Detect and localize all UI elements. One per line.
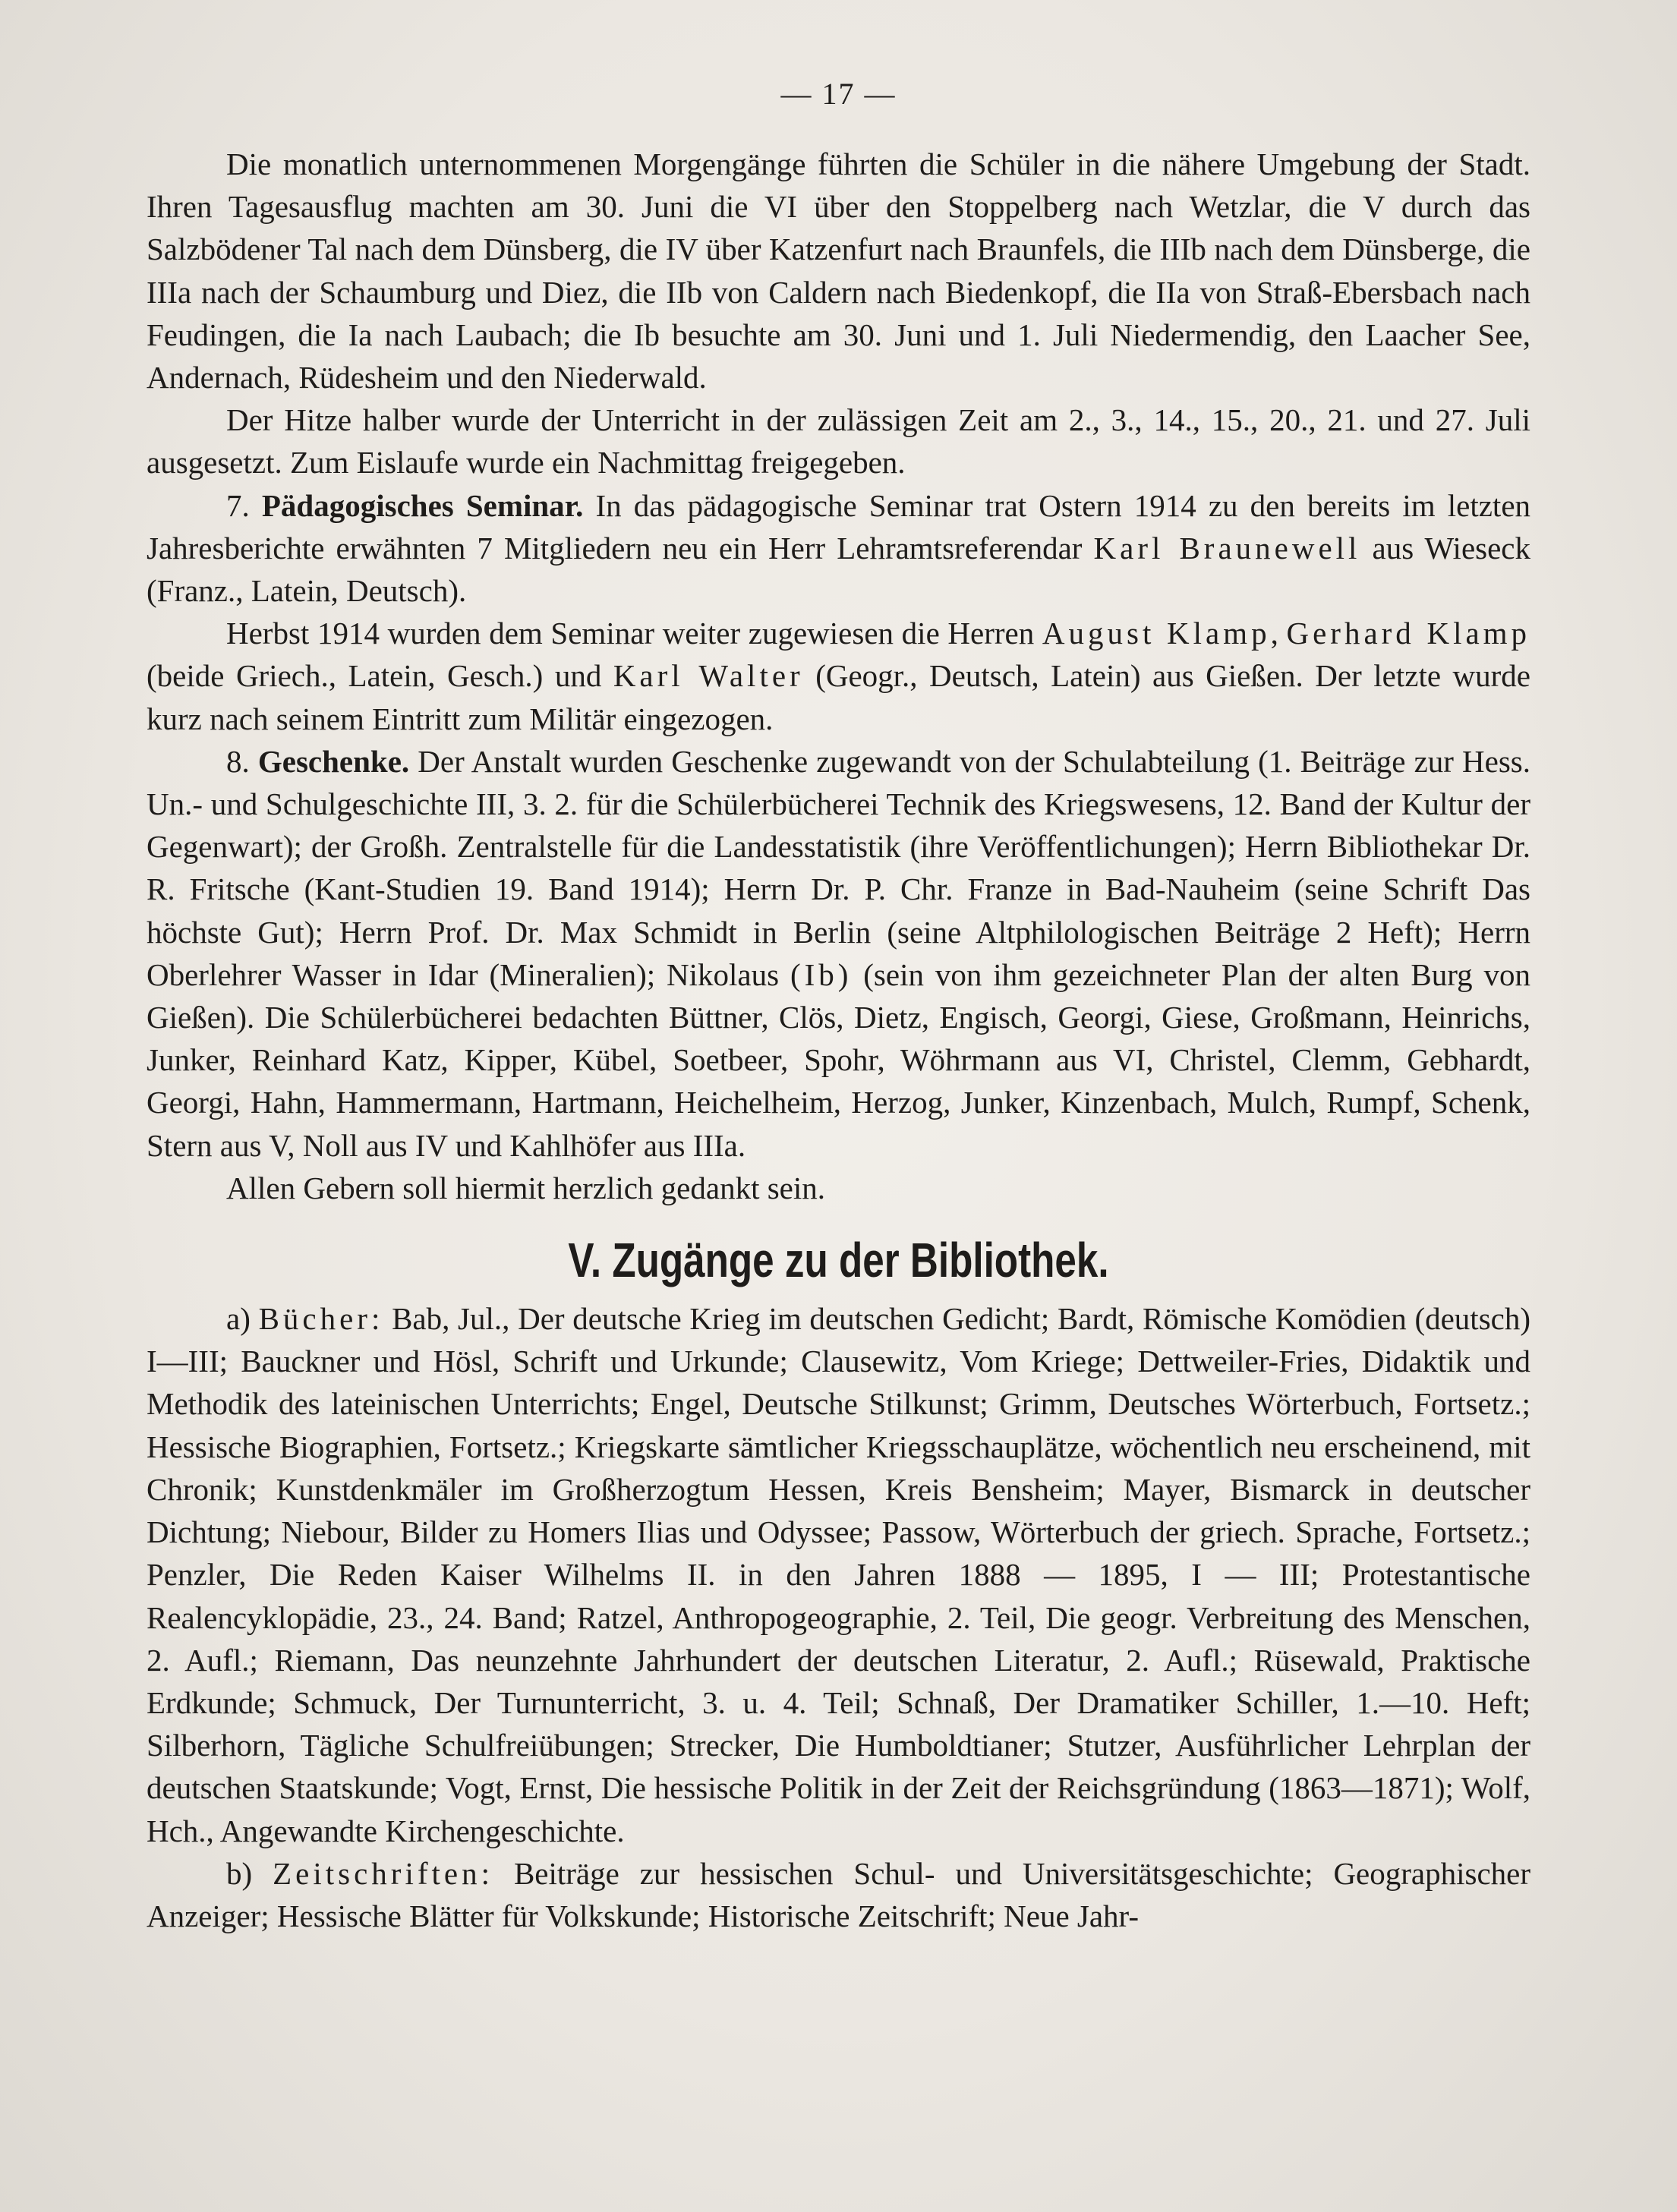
paragraph-text: In das pädagogische Seminar trat Ostern 1914 zu den bereits im letzten Jahresberichte erwähnten 7 Mitgliedern neu ein Herr Lehramtsreferendar xyxy=(147,487,1531,566)
list-label: Bücher: xyxy=(258,1301,384,1337)
paragraph-text: Bab, Jul., Der deutsche Krieg im deutschen Gedicht; Bardt, Römische Komödien (deutsch) I—III; Bauckner und Hösl, Schrift und Urkunde; Clausewitz, Vom Kriege; Dettweiler-Fries, Didaktik und Methodik des lateinischen Unterrichts; Engel, Deutsche Stilkunst; Grimm, Deutsches Wörterbuch, Fortsetz.; Hessische Biographien, Fortsetz.; Kriegskarte sämtlicher Kriegsschauplätze, wöchentlich neu erscheinend, mit Chronik; Kunstdenkmäler im Großherzogtum Hessen, Kreis Bensheim; Mayer, Bismarck in deutscher Dichtung; Niebour, Bilder zu Homers Ilias und Odyssee; Passow, Wörterbuch der griech. Sprache, Fortsetz.; Penzler, Die Reden Kaiser Wilhelms II. in den Jahren 1888 — 1895, I — III; Protestantische Realencyklopädie, 23., 24. Band; Ratzel, Anthropogeographie, 2. Teil, Die geogr. Verbreitung des Menschen, 2. Aufl.; Riemann, Das neunzehnte Jahrhundert der deutschen Literatur, 2. Aufl.; Rüsewald, Praktische Erdkunde; Schmuck, Der Turnunterricht, 3. u. 4. Teil; Schnaß, Der Dramatiker Schiller, 1.—10. Heft; Silberhorn, Tägliche Schulfreiübungen; Strecker, Die Humboldtianer; Stutzer, Ausführlicher Lehrplan der deutschen Staatskunde; Vogt, Ernst, Die hessische Politik in der Zeit der Reichsgründung (1863—1871); Wolf, Hch., Angewandte Kirchengeschichte. xyxy=(147,1301,1531,1848)
list-prefix: b) xyxy=(226,1855,253,1891)
page-number: — 17 — xyxy=(780,77,897,111)
person-name: Gerhard Klamp xyxy=(1286,616,1531,651)
paragraph-text: Der Anstalt wurden Geschenke zugewandt von der Schulabteilung (1. Beiträge zur Hess. Un.- und Schulgeschichte III, 3. 2. für die Schülerbücherei Technik des Kriegswesens, 12. Band der Kultur der Gegenwart); der Großh. Zentralstelle für die Landesstatistik (ihre Veröffentlichungen); Herrn Bibliothekar Dr. R. Fritsche (Kant-Studien 19. Band 1914); Herrn Dr. P. Chr. Franze in Bad-Nauheim (seine Schrift Das höchste Gut); Herrn Prof. Dr. Max Schmidt in Berlin (seine Altphilologischen Beiträge 2 Heft); Herrn Oberlehrer Wasser in Idar (Mineralien); Nikolaus xyxy=(147,743,1531,992)
item-number: 7. xyxy=(226,487,250,523)
paragraph-text: Herbst 1914 wurden dem Seminar weiter zugewiesen die Herren xyxy=(226,616,1035,651)
person-name: August Klamp xyxy=(1042,616,1271,651)
paragraph-books xyxy=(147,1297,1530,1852)
paragraph-text: (sein von ihm gezeichneter Plan der alten Burg von Gießen). Die Schülerbücherei bedachten Büttner, Clös, Dietz, Engisch, Georgi, Giese, Großmann, Heinrichs, Junker, Reinhard Katz, Kipper, Kübel, Soetbeer, Spohr, Wöhrmann aus VI, Christel, Clemm, Gebhardt, Georgi, Hahn, Hammermann, Hartmann, Heichelheim, Herzog, Junker, Kinzenbach, Mulch, Rumpf, Schenk, Stern aus V, Noll aus IV und Kahlhöfer aus IIIa. xyxy=(147,956,1531,1163)
paragraph-gifts xyxy=(147,740,1530,1167)
person-name: Karl Braunewell xyxy=(1093,530,1361,566)
paragraph-thanks: Allen Gebern soll hiermit herzlich gedankt sein. xyxy=(226,1170,826,1205)
section-heading-seminar: Pädagogisches Seminar. xyxy=(261,487,584,523)
section-heading-gifts: Geschenke. xyxy=(257,743,410,779)
paragraph-text: (Geogr., Deutsch, Latein) aus Gießen. Der letzte wurde kurz nach seinem Eintritt zum Militär eingezogen. xyxy=(147,658,1530,736)
paragraph-text: Beiträge zur hessischen Schul- und Universitätsgeschichte; Geographischer Anzeiger; Hessische Blätter für Volkskunde; Historische Zeitschrift; Neue Jahr- xyxy=(147,1855,1530,1933)
paragraph-heat-holidays: Der Hitze halber wurde der Unterricht in der zulässigen Zeit am 2., 3., 14., 15., 20., 21. und 27. Juli ausgesetzt. Zum Eislaufe wurde ein Nachmittag freigegeben. xyxy=(147,402,1530,481)
paragraph-excursions: Die monatlich unternommenen Morgengänge führten die Schüler in die nähere Umgebung der Stadt. Ihren Tagesausflug machten am 30. Juni die VI über den Stoppelberg nach Wetzlar, die V durch das Salzbödener Tal nach dem Dünsberg, die IV über Katzenfurt nach Braunfels, die IIIb nach dem Dünsberge, die IIIa nach der Schaumburg und Diez, die IIb von Caldern nach Biedenkopf, die IIa von Straß-Ebersbach nach Feudingen, die Ia nach Laubach; die Ib besuchte am 30. Juni und 1. Juli Niedermendig, den Laacher See, Andernach, Rüdesheim und den Niederwald. xyxy=(147,147,1530,395)
paragraph-text: aus Wieseck (Franz., Latein, Deutsch). xyxy=(147,530,1530,609)
class-label: (Ib) xyxy=(790,956,853,992)
list-label: Zeitschriften: xyxy=(273,1855,493,1891)
paragraph-text: , xyxy=(1270,616,1278,651)
item-number: 8. xyxy=(226,743,250,779)
list-prefix: a) xyxy=(226,1301,251,1337)
section-title: V. Zugänge zu der Bibliothek. xyxy=(568,1233,1109,1288)
paragraph-periodicals xyxy=(147,1852,1530,1937)
paragraph-text: (beide Griech., Latein, Gesch.) und xyxy=(147,658,602,694)
paragraph-seminar-autumn xyxy=(147,612,1530,740)
paragraph-seminar xyxy=(147,484,1530,613)
page-content xyxy=(147,143,1530,1937)
person-name: Karl Walter xyxy=(613,658,804,694)
